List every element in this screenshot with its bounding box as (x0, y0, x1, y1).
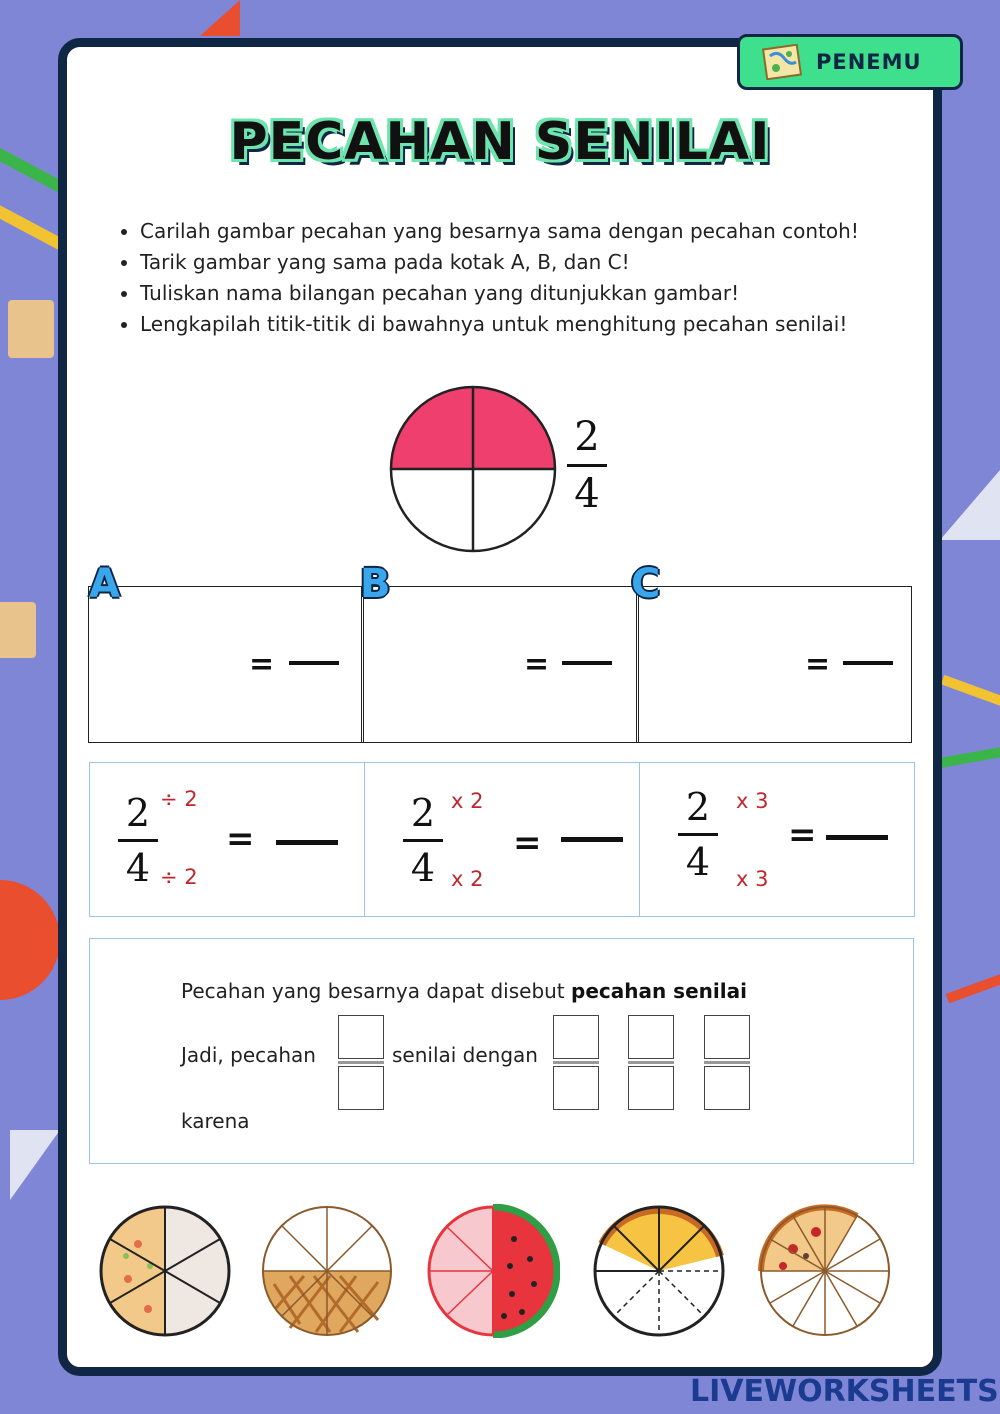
badge-label: PENEMU (816, 50, 922, 74)
summary-line-2-prefix: Jadi, pecahan (181, 1043, 316, 1067)
page-title: PECAHAN SENILAI (229, 112, 771, 172)
numerator-input[interactable] (338, 1015, 384, 1059)
calc-denominator: 4 (125, 846, 151, 890)
watermelon-halves-image[interactable] (426, 1204, 560, 1338)
bg-pencil (940, 742, 1000, 767)
pie-eighths-image[interactable] (260, 1204, 394, 1338)
summary-box (89, 938, 914, 1164)
calc-cell-multiply-3 (639, 763, 914, 916)
instruction-item: • Tuliskan nama bilangan pecahan yang ditunjukkan gambar! (140, 278, 920, 308)
instructions-list (140, 216, 920, 340)
fraction-input-3[interactable] (628, 1015, 674, 1110)
fraction-input-4[interactable] (704, 1015, 750, 1110)
example-fraction (567, 414, 607, 517)
operation-top: x 3 (736, 789, 769, 813)
answer-line[interactable] (289, 661, 339, 665)
liveworksheets-logo: LIVEWORKSHEETS (690, 1374, 999, 1409)
operation-bottom: x 2 (451, 867, 484, 891)
numerator-input[interactable] (628, 1015, 674, 1059)
fraction-bar (704, 1061, 750, 1064)
bg-pencil (941, 675, 1000, 715)
fraction-bar (678, 833, 718, 836)
example-fraction-circle (388, 384, 558, 554)
fraction-bar (628, 1061, 674, 1064)
bg-pencil (946, 967, 1000, 1004)
pizza-twelfths-image[interactable] (758, 1204, 892, 1338)
fraction-bar (118, 839, 158, 842)
summary-keyword: pecahan senilai (571, 979, 747, 1003)
equals-sign: = (524, 647, 550, 682)
pizza-eighths-image[interactable] (592, 1204, 726, 1338)
calc-numerator: 2 (410, 791, 436, 835)
calc-numerator: 2 (125, 791, 151, 835)
calc-denominator: 4 (410, 846, 436, 890)
numerator-input[interactable] (704, 1015, 750, 1059)
calc-fraction (403, 791, 443, 890)
fraction-bar (403, 839, 443, 842)
instruction-item: • Lengkapilah titik-titik di bawahnya untuk menghitung pecahan senilai! (140, 309, 920, 339)
operation-bottom: x 3 (736, 867, 769, 891)
instruction-item: • Carilah gambar pecahan yang besarnya sama dengan pecahan contoh! (140, 216, 920, 246)
numerator-input[interactable] (553, 1015, 599, 1059)
answer-line[interactable] (561, 837, 623, 842)
fraction-bar (338, 1061, 384, 1064)
fraction-input-1[interactable] (338, 1015, 384, 1110)
operation-bottom: ÷ 2 (160, 865, 198, 889)
bg-block (0, 602, 36, 658)
map-icon (762, 44, 802, 80)
bg-block (8, 300, 54, 358)
calculation-row (89, 762, 915, 917)
bg-triangle (200, 0, 240, 36)
equals-sign: = (249, 647, 275, 682)
drop-box-row (88, 561, 912, 743)
equals-sign: = (226, 819, 255, 859)
summary-line-2-middle: senilai dengan (392, 1043, 538, 1067)
operation-top: ÷ 2 (160, 787, 198, 811)
box-letter-c: C (631, 561, 661, 607)
calc-cell-multiply-2 (364, 763, 639, 916)
calc-denominator: 4 (685, 840, 711, 884)
equals-sign: = (513, 823, 542, 863)
answer-line[interactable] (826, 835, 888, 840)
equals-sign: = (805, 647, 831, 682)
operation-top: x 2 (451, 789, 484, 813)
category-badge (737, 34, 963, 90)
fraction-bar (567, 464, 607, 467)
bg-triangle (940, 470, 1000, 540)
instruction-item: • Tarik gambar yang sama pada kotak A, B, dan C! (140, 247, 920, 277)
denominator-input[interactable] (553, 1066, 599, 1110)
fraction-bar (553, 1061, 599, 1064)
summary-line-3: karena (181, 1109, 250, 1133)
calc-numerator: 2 (685, 785, 711, 829)
box-letter-a: A (89, 561, 120, 607)
example-denominator: 4 (574, 471, 600, 517)
draggable-pies (98, 1204, 898, 1344)
fraction-input-2[interactable] (553, 1015, 599, 1110)
calc-cell-divide (90, 763, 364, 916)
drop-box-c[interactable] (631, 561, 911, 742)
drop-box-a[interactable] (89, 561, 361, 742)
calc-fraction (678, 785, 718, 884)
calc-fraction (118, 791, 158, 890)
answer-line[interactable] (276, 840, 338, 845)
pizza-sixths-image[interactable] (98, 1204, 232, 1338)
answer-line[interactable] (843, 661, 893, 665)
summary-line-1 (181, 979, 747, 1003)
example-numerator: 2 (574, 414, 600, 460)
denominator-input[interactable] (628, 1066, 674, 1110)
denominator-input[interactable] (704, 1066, 750, 1110)
box-letter-b: B (360, 561, 391, 607)
summary-line-1-text: Pecahan yang besarnya dapat disebut (181, 979, 572, 1003)
drop-box-b[interactable] (360, 561, 636, 742)
bg-circle (0, 880, 60, 1000)
denominator-input[interactable] (338, 1066, 384, 1110)
answer-line[interactable] (562, 661, 612, 665)
equals-sign: = (788, 815, 817, 855)
bg-triangle (10, 1130, 60, 1200)
